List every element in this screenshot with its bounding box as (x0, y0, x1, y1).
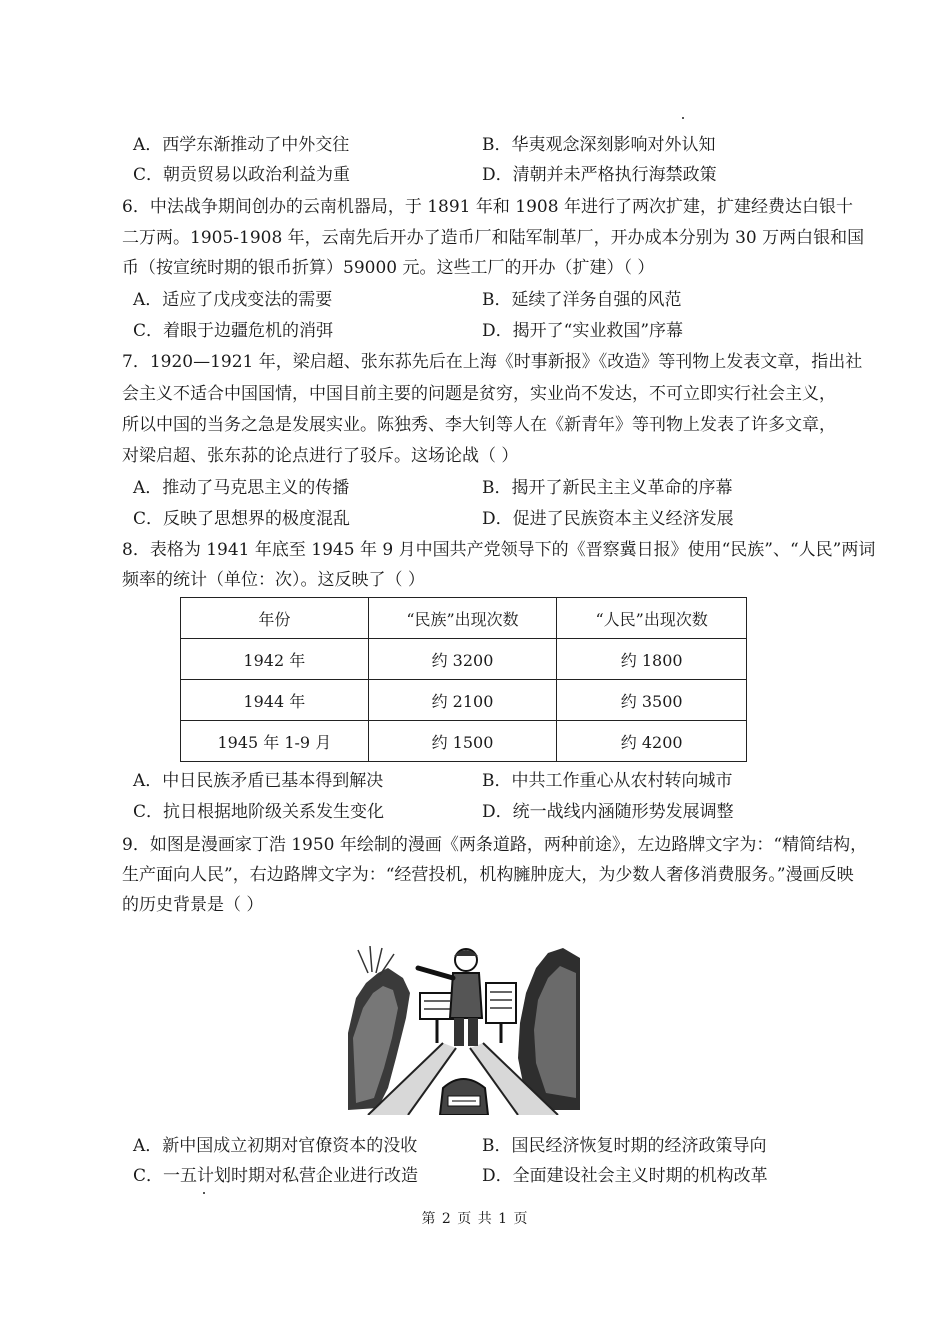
table-cell: 约 3500 (557, 680, 747, 721)
q9-stem-line-1: 9．如图是漫画家丁浩 1950 年绘制的漫画《两条道路，两种前途》，左边路牌文字为：“精简结构， (122, 835, 868, 855)
table-cell: 约 2100 (368, 680, 557, 721)
table-cell: 1942 年 (181, 639, 369, 680)
q7-stem-line-4: 对梁启超、张东荪的论点进行了驳斥。这场论战（ ） (122, 446, 519, 466)
q9-option-b[interactable]: B．国民经济恢复时期的经济政策导向 (482, 1136, 767, 1156)
frequency-table (180, 597, 747, 762)
q9-option-d[interactable]: D．全面建设社会主义时期的机构改革 (482, 1166, 768, 1186)
table-header-cell: 年份 (181, 598, 369, 639)
q6-stem-line-3: 币（按宣统时期的银币折算）59000 元。这些工厂的开办（扩建）（ ） (122, 258, 655, 278)
q6-stem-line-1: 6．中法战争期间创办的云南机器局，于 1891 年和 1908 年进行了两次扩建，扩建经费达白银十 (122, 197, 853, 217)
table-cell: 约 4200 (557, 721, 747, 762)
scan-speck (682, 117, 684, 119)
table-header-cell: “民族”出现次数 (368, 598, 557, 639)
q7-stem-line-1: 7．1920—1921 年，梁启超、张东荪先后在上海《时事新报》《改造》等刊物上发表文章，指出社 (122, 352, 863, 372)
q6-stem-line-2: 二万两。1905-1908 年，云南先后开办了造币厂和陆军制革厂，开办成本分别为 30 万两白银和国 (122, 228, 865, 248)
q8-option-b[interactable]: B．中共工作重心从农村转向城市 (482, 771, 733, 791)
q8-option-c[interactable]: C．抗日根据地阶级关系发生变化 (133, 802, 385, 822)
q7-option-c[interactable]: C．反映了思想界的极度混乱 (133, 509, 351, 529)
table-row (181, 721, 747, 762)
scan-speck (203, 1192, 205, 1194)
table-row (181, 680, 747, 721)
q8-stem-line-2: 频率的统计（单位：次）。这反映了（ ） (122, 570, 425, 590)
q5-option-a[interactable]: A．西学东渐推动了中外交往 (133, 135, 350, 155)
page-footer: 第 2 页 共 1 页 (421, 1211, 529, 1227)
q7-option-b[interactable]: B．揭开了新民主主义革命的序幕 (482, 478, 733, 498)
q9-stem-line-3: 的历史背景是（ ） (122, 895, 264, 915)
table-row (181, 639, 747, 680)
q6-option-b[interactable]: B．延续了洋务自强的风范 (482, 290, 682, 310)
table-header-cell: “人民”出现次数 (557, 598, 747, 639)
q6-option-d[interactable]: D．揭开了“实业救国”序幕 (482, 321, 684, 341)
cartoon-illustration (348, 938, 580, 1115)
q7-stem-line-3: 所以中国的当务之急是发展实业。陈独秀、李大钊等人在《新青年》等刊物上发表了许多文章， (122, 415, 836, 435)
q6-option-c[interactable]: C．着眼于边疆危机的消弭 (133, 321, 334, 341)
q6-option-a[interactable]: A．适应了戊戌变法的需要 (133, 290, 333, 310)
q5-option-b[interactable]: B．华夷观念深刻影响对外认知 (482, 135, 716, 155)
table-cell: 1944 年 (181, 680, 369, 721)
q7-option-d[interactable]: D．促进了民族资本主义经济发展 (482, 509, 734, 529)
q8-option-d[interactable]: D．统一战线内涵随形势发展调整 (482, 802, 734, 822)
q7-option-a[interactable]: A．推动了马克思主义的传播 (133, 478, 350, 498)
table-header-row (181, 598, 747, 639)
q9-option-c[interactable]: C．一五计划时期对私营企业进行改造 (133, 1166, 419, 1186)
q5-option-d[interactable]: D．清朝并未严格执行海禁政策 (482, 165, 717, 185)
q5-option-c[interactable]: C．朝贡贸易以政治利益为重 (133, 165, 351, 185)
q9-stem-line-2: 生产面向人民”，右边路牌文字为：“经营投机，机构臃肿庞大，为少数人奢侈消费服务。”漫画反映 (122, 865, 854, 885)
table-cell: 约 3200 (368, 639, 557, 680)
q7-stem-line-2: 会主义不适合中国国情，中国目前主要的问题是贫穷，实业尚不发达，不可立即实行社会主义， (122, 384, 836, 404)
q9-option-a[interactable]: A．新中国成立初期对官僚资本的没收 (133, 1136, 418, 1156)
q8-stem-line-1: 8．表格为 1941 年底至 1945 年 9 月中国共产党领导下的《晋察冀日报》使用“民族”、“人民”两词 (122, 540, 876, 560)
q8-option-a[interactable]: A．中日民族矛盾已基本得到解决 (133, 771, 384, 791)
table-cell: 约 1800 (557, 639, 747, 680)
table-cell: 1945 年 1-9 月 (181, 721, 369, 762)
table-cell: 约 1500 (368, 721, 557, 762)
